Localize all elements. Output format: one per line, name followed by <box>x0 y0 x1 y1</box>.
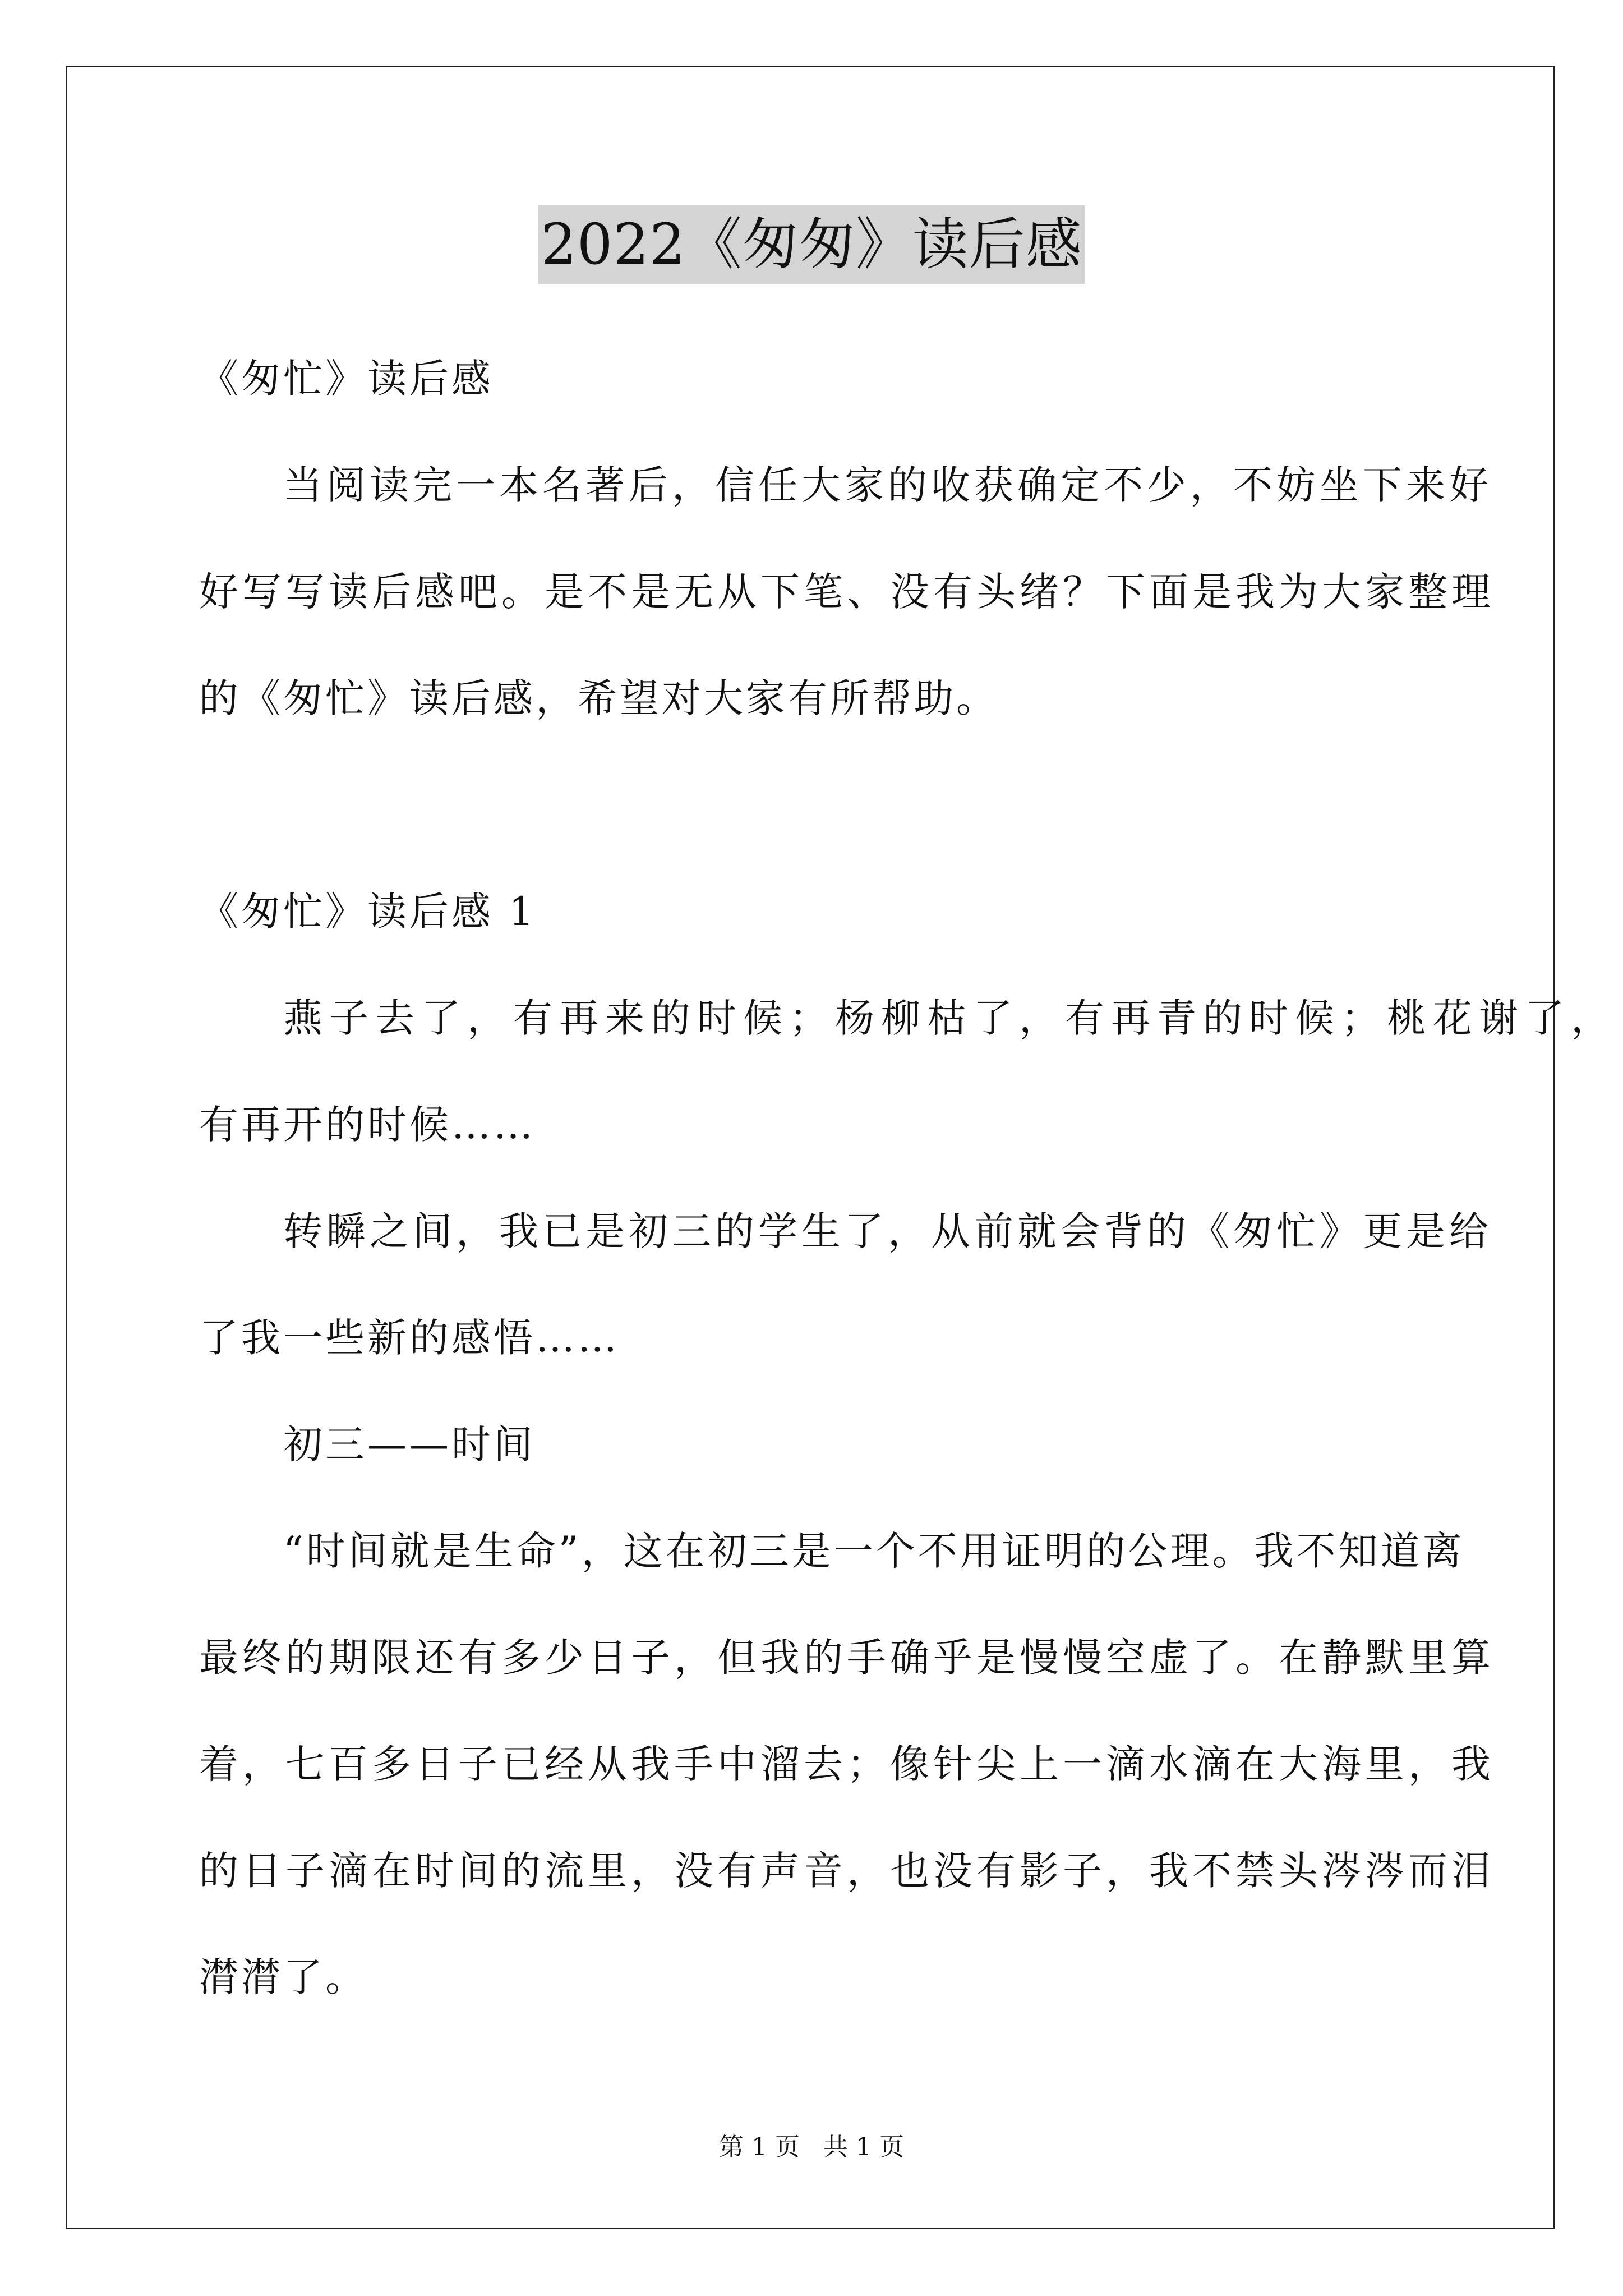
paragraph-line: 的《匆忙》读后感，希望对大家有所帮助。 <box>199 675 998 721</box>
paragraph-line: 当阅读完一本名著后，信任大家的收获确定不少，不妨坐下来好 <box>283 462 1492 508</box>
section-heading: 《匆忙》读后感 1 <box>199 889 537 935</box>
page-total: 共 1 页 <box>823 2133 904 2161</box>
page-number: 第 1 页 <box>719 2133 800 2161</box>
title-block <box>0 205 1623 284</box>
paragraph-line: 着，七百多日子已经从我手中溜去；像针尖上一滴水滴在大海里，我 <box>199 1741 1495 1787</box>
paragraph-line: 有再开的时候…… <box>199 1102 536 1148</box>
paragraph-line: 最终的期限还有多少日子，但我的手确乎是慢慢空虚了。在静默里算 <box>199 1635 1495 1681</box>
paragraph-line: 了我一些新的感悟…… <box>199 1315 620 1361</box>
paragraph-line: 燕子去了，有再来的时候；杨柳枯了，有再青的时候；桃花谢了， <box>283 995 1617 1041</box>
paragraph-line: 初三——时间 <box>283 1421 536 1467</box>
page-footer <box>0 2131 1623 2164</box>
paragraph-line: 好写写读后感吧。是不是无从下笔、没有头绪？下面是我为大家整理 <box>199 569 1495 615</box>
paragraph-line: 转瞬之间，我已是初三的学生了，从前就会背的《匆忙》更是给 <box>283 1208 1492 1254</box>
intro-heading: 《匆忙》读后感 <box>199 356 494 402</box>
paragraph-line: “时间就是生命”，这在初三是一个不用证明的公理。我不知道离 <box>283 1528 1465 1574</box>
paragraph-line: 的日子滴在时间的流里，没有声音，也没有影子，我不禁头涔涔而泪 <box>199 1848 1495 1894</box>
document-title: 2022《匆匆》读后感 <box>538 205 1085 284</box>
paragraph-line: 潸潸了。 <box>199 1954 367 2000</box>
